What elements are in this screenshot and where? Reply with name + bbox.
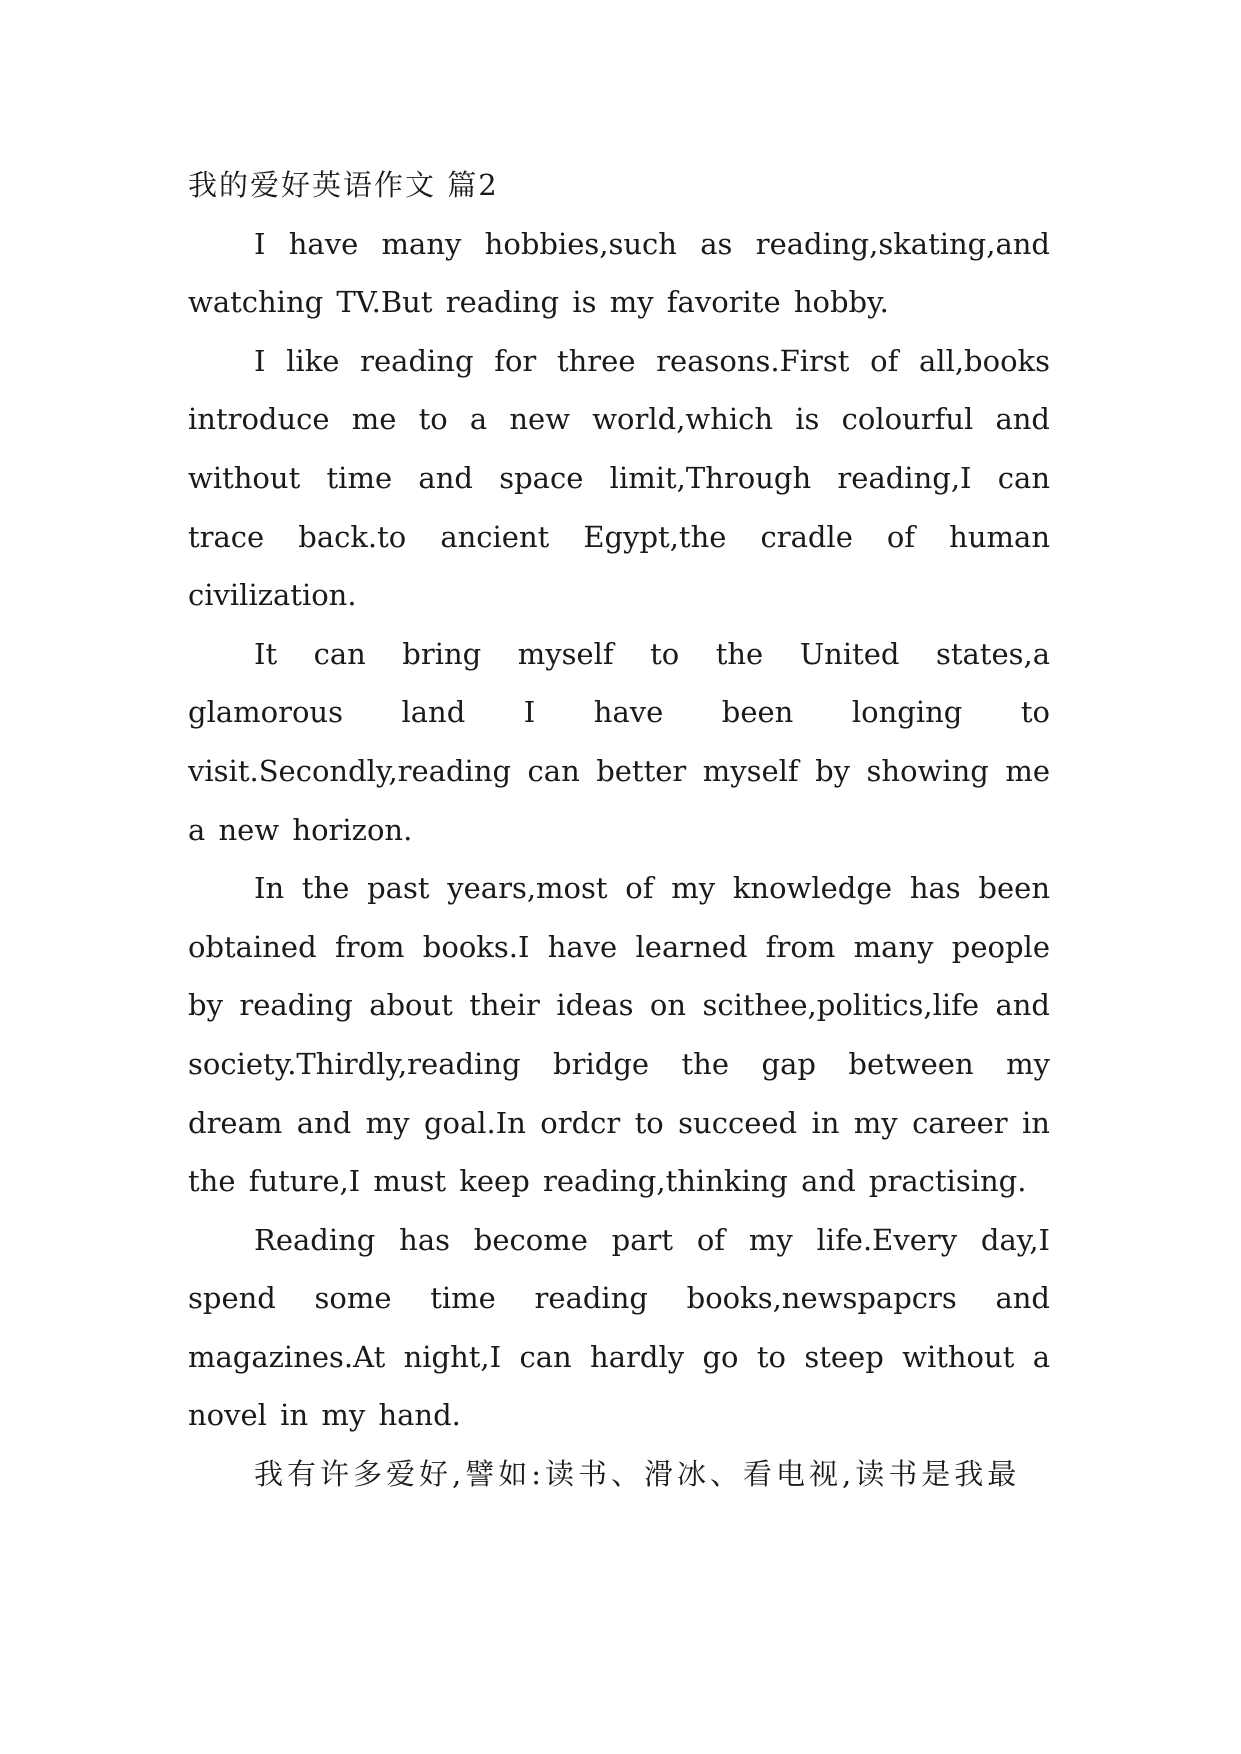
essay-heading: 我的爱好英语作文 篇2 — [188, 168, 499, 202]
paragraph-knowledge: In the past years,most of my knowledge has been obtained from books.I have learned from many people by reading about their ideas on scithee,politics,life and society.Thirdly,reading bridge the gap between my dream and my goal.In ordcr to succeed in my career in the future,I must keep reading,thinking and practising. — [188, 871, 1050, 1199]
paragraph-chinese-translation: 我有许多爱好,譬如:读书、滑冰、看电视,读书是我最 — [254, 1457, 1021, 1492]
paragraph-united-states: It can bring myself to the United states,a glamorous land I have been longing to visit.Secondly,reading can better myself by showing me a new horizon. — [188, 636, 1050, 847]
paragraph-hobbies-intro: I have many hobbies,such as reading,skating,and watching TV.But reading is my favorite hobby. — [188, 226, 1050, 320]
document-body — [188, 156, 1050, 1504]
paragraph-first-reason: I like reading for three reasons.First of all,books introduce me to a new world,which is colourful and without time and space limit,Through reading,I can trace back.to ancient Egypt,the cradle of human civilization. — [188, 343, 1050, 613]
paragraph-daily-reading: Reading has become part of my life.Every day,I spend some time reading books,newspapcrs and magazines.At night,I can hardly go to steep without a novel in my hand. — [188, 1222, 1050, 1433]
